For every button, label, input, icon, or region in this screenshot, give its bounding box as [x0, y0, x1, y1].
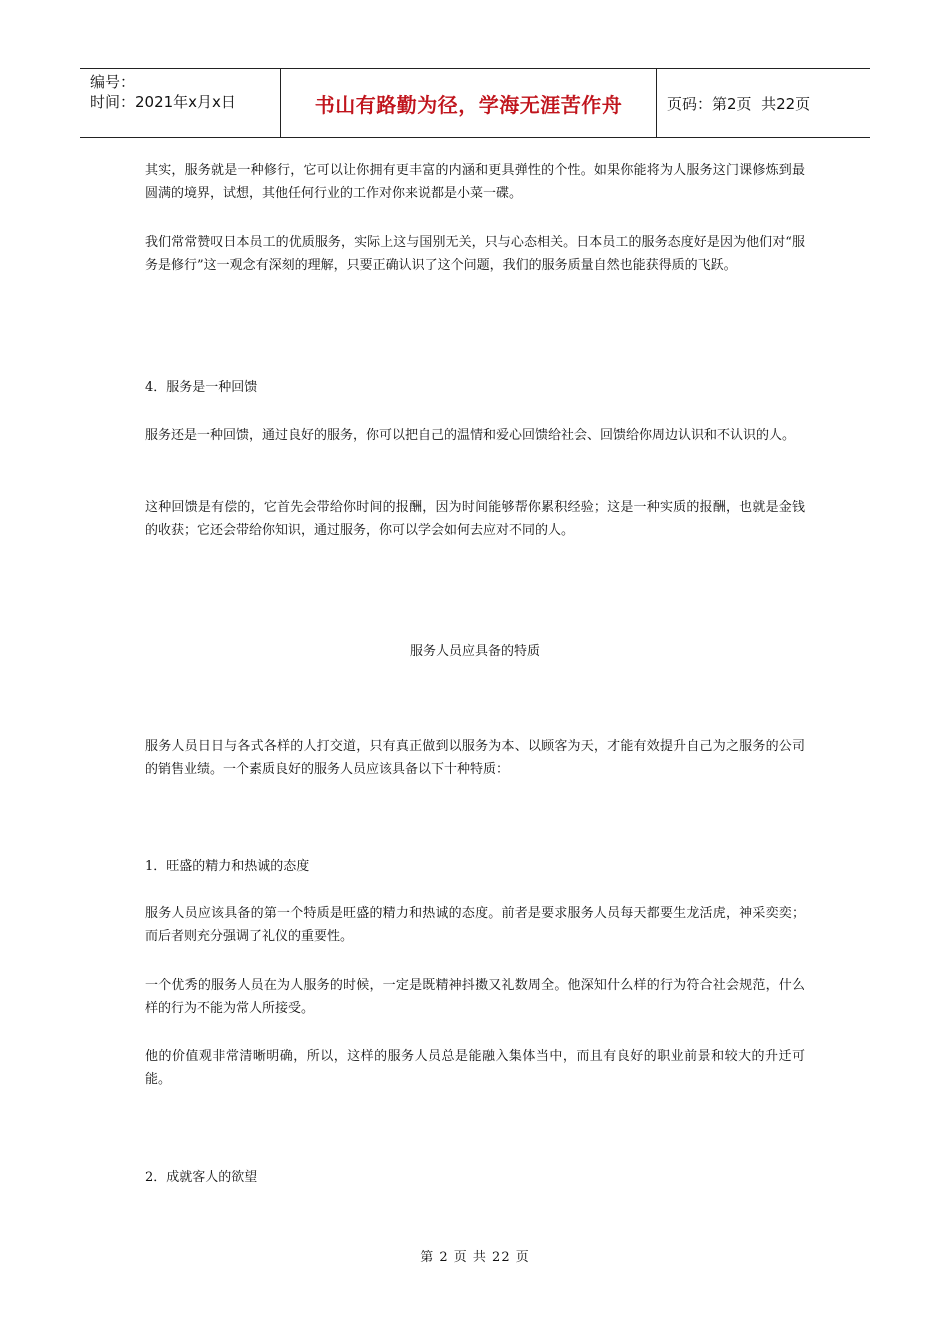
document-number: 编号：	[90, 73, 136, 91]
header-page-number: 页码：第2页 共22页	[667, 94, 811, 113]
paragraph-1: 其实，服务就是一种修行，它可以让你拥有更丰富的内涵和更具弹性的个性。如果你能将为人服务这门课修炼到最圆满的境界，试想，其他任何行业的工作对你来说都是小菜一碟。	[145, 163, 805, 201]
paragraph-6: 服务人员应该具备的第一个特质是旺盛的精力和热诚的态度。前者是要求服务人员每天都要生龙活虎，神采奕奕；而后者则充分强调了礼仪的重要性。	[145, 906, 805, 944]
paragraph-3: 服务还是一种回馈，通过良好的服务，你可以把自己的温情和爱心回馈给社会、回馈给你周边认识和不认识的人。	[145, 428, 796, 443]
heading-4: 4．服务是一种回馈	[145, 380, 258, 395]
header-page-info	[657, 69, 870, 137]
paragraph-7: 一个优秀的服务人员在为人服务的时候，一定是既精神抖擞又礼数周全。他深知什么样的行为符合社会规范，什么样的行为不能为常人所接受。	[145, 978, 805, 1016]
header-motto: 书山有路勤为径，学海无涯苦作舟	[281, 69, 657, 137]
page-footer: 第 2 页 共 22 页	[420, 1250, 530, 1265]
heading-1: 1．旺盛的精力和热诚的态度	[145, 859, 310, 874]
section-title: 服务人员应具备的特质	[409, 644, 540, 659]
header-meta	[80, 69, 281, 137]
page-header	[80, 68, 870, 138]
paragraph-2: 我们常常赞叹日本员工的优质服务，实际上这与国别无关，只与心态相关。日本员工的服务态度好是因为他们对“服务是修行”这一观念有深刻的理解，只要正确认识了这个问题，我们的服务质量自然也能获得质的飞跃。	[145, 235, 805, 273]
paragraph-4: 这种回馈是有偿的，它首先会带给你时间的报酬，因为时间能够帮你累积经验；这是一种实质的报酬，也就是金钱的收获；它还会带给你知识，通过服务，你可以学会如何去应对不同的人。	[145, 500, 805, 538]
paragraph-5: 服务人员日日与各式各样的人打交道，只有真正做到以服务为本、以顾客为天，才能有效提升自己为之服务的公司的销售业绩。一个素质良好的服务人员应该具备以下十种特质：	[145, 739, 805, 777]
paragraph-8: 他的价值观非常清晰明确，所以，这样的服务人员总是能融入集体当中，而且有良好的职业前景和较大的升迁可能。	[145, 1049, 805, 1087]
heading-2: 2．成就客人的欲望	[145, 1170, 258, 1185]
document-date: 时间：2021年x月x日	[90, 93, 236, 111]
